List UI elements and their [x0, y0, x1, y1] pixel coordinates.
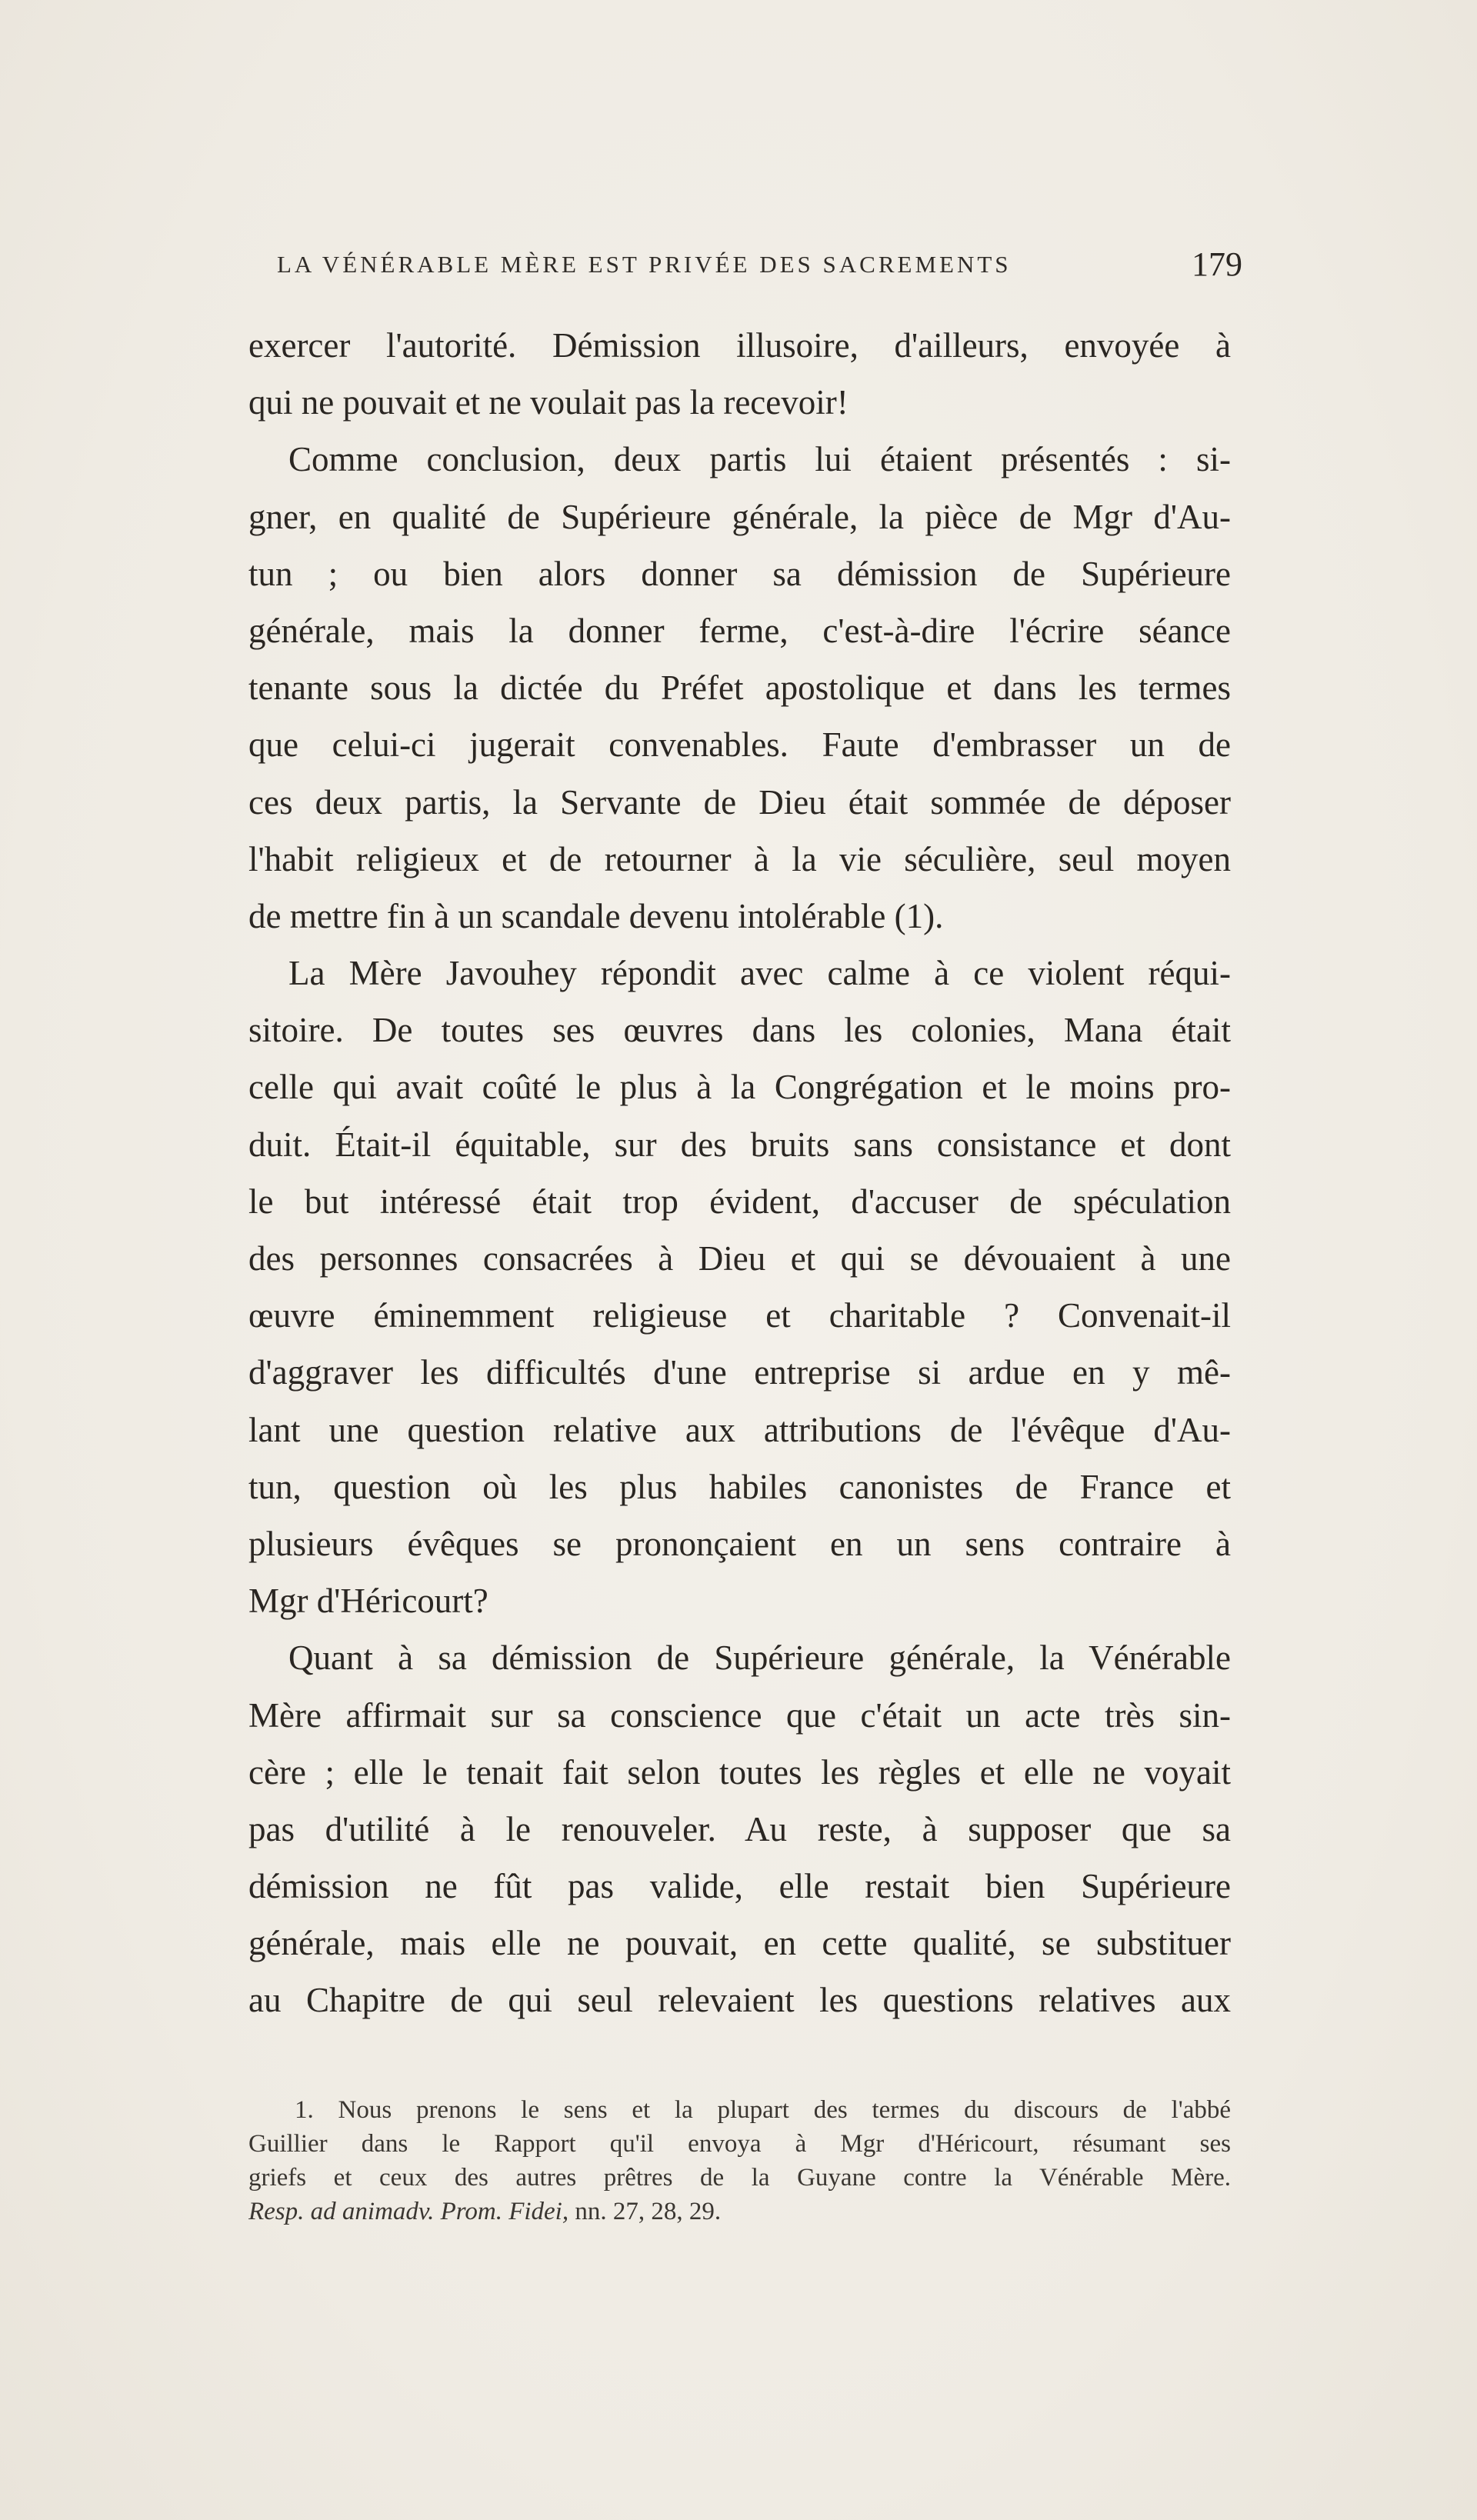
- text-line: sitoire. De toutes ses œuvres dans les colonies, Mana était: [248, 1011, 1231, 1050]
- running-title: LA VÉNÉRABLE MÈRE EST PRIVÉE DES SACREMENTS: [277, 251, 1012, 278]
- text-line: ces deux partis, la Servante de Dieu était sommée de déposer: [248, 782, 1231, 822]
- text-line: le but intéressé était trop évident, d'accuser de spéculation: [248, 1182, 1231, 1221]
- text-line: d'aggraver les difficultés d'une entreprise si ardue en y mê-: [248, 1353, 1231, 1392]
- text-line: Comme conclusion, deux partis lui étaient présentés : si-: [288, 440, 1231, 479]
- text-line: qui ne pouvait et ne voulait pas la recevoir!: [248, 383, 849, 422]
- text-line: La Mère Javouhey répondit avec calme à ce violent réqui-: [288, 954, 1231, 993]
- text-line: Mgr d'Héricourt?: [248, 1582, 488, 1621]
- text-line: l'habit religieux et de retourner à la vie séculière, seul moyen: [248, 839, 1231, 878]
- text-line: cère ; elle le tenait fait selon toutes les règles et elle ne voyait: [248, 1752, 1231, 1792]
- body-text: [248, 317, 1231, 2029]
- text-line: démission ne fût pas valide, elle restait bien Supérieure: [248, 1867, 1231, 1906]
- footnote-citation-numbers: nn. 27, 28, 29.: [575, 2198, 722, 2225]
- text-line: que celui-ci jugerait convenables. Faute d'embrasser un de: [248, 725, 1231, 765]
- text-line: Mère affirmait sur sa conscience que c'était un acte très sin-: [248, 1695, 1231, 1735]
- footnote: [248, 2093, 1231, 2228]
- text-line: exercer l'autorité. Démission illusoire, d'ailleurs, envoyée à: [248, 326, 1231, 365]
- text-line: celle qui avait coûté le plus à la Congrégation et le moins pro-: [248, 1068, 1231, 1107]
- text-line: de mettre fin à un scandale devenu intolérable (1).: [248, 896, 944, 935]
- text-line: plusieurs évêques se prononçaient en un sens contraire à: [248, 1524, 1231, 1563]
- footnote-line: griefs et ceux des autres prêtres de la Guyane contre la Vénérable Mère.: [248, 2164, 1231, 2192]
- page-number: 179: [1192, 245, 1242, 283]
- footnote-line: 1. Nous prenons le sens et la plupart des termes du discours de l'abbé: [295, 2096, 1231, 2124]
- text-line: pas d'utilité à le renouveler. Au reste, à supposer que sa: [248, 1809, 1231, 1848]
- text-line: au Chapitre de qui seul relevaient les questions relatives aux: [248, 1981, 1231, 2020]
- footnote-line: Guillier dans le Rapport qu'il envoya à Mgr d'Héricourt, résumant ses: [248, 2130, 1231, 2158]
- text-line: œuvre éminemment religieuse et charitable ? Convenait-il: [248, 1296, 1231, 1335]
- text-line: lant une question relative aux attributions de l'évêque d'Au-: [248, 1410, 1231, 1449]
- text-line: tun, question où les plus habiles canonistes de France et: [248, 1467, 1231, 1506]
- text-line: duit. Était-il équitable, sur des bruits sans consistance et dont: [248, 1125, 1231, 1164]
- text-line: Quant à sa démission de Supérieure générale, la Vénérable: [288, 1638, 1231, 1678]
- running-head: [277, 245, 1242, 291]
- footnote-citation: Resp. ad animadv. Prom. Fidei,: [248, 2198, 569, 2225]
- text-line: gner, en qualité de Supérieure générale, la pièce de Mgr d'Au-: [248, 497, 1231, 536]
- text-line: tenante sous la dictée du Préfet apostolique et dans les termes: [248, 668, 1231, 708]
- text-line: tun ; ou bien alors donner sa démission de Supérieure: [248, 554, 1231, 593]
- text-line: des personnes consacrées à Dieu et qui se dévouaient à une: [248, 1239, 1231, 1278]
- text-line: générale, mais elle ne pouvait, en cette qualité, se substituer: [248, 1924, 1231, 1963]
- text-line: générale, mais la donner ferme, c'est-à-dire l'écrire séance: [248, 611, 1231, 650]
- footnote-citation-line: [248, 2195, 1231, 2228]
